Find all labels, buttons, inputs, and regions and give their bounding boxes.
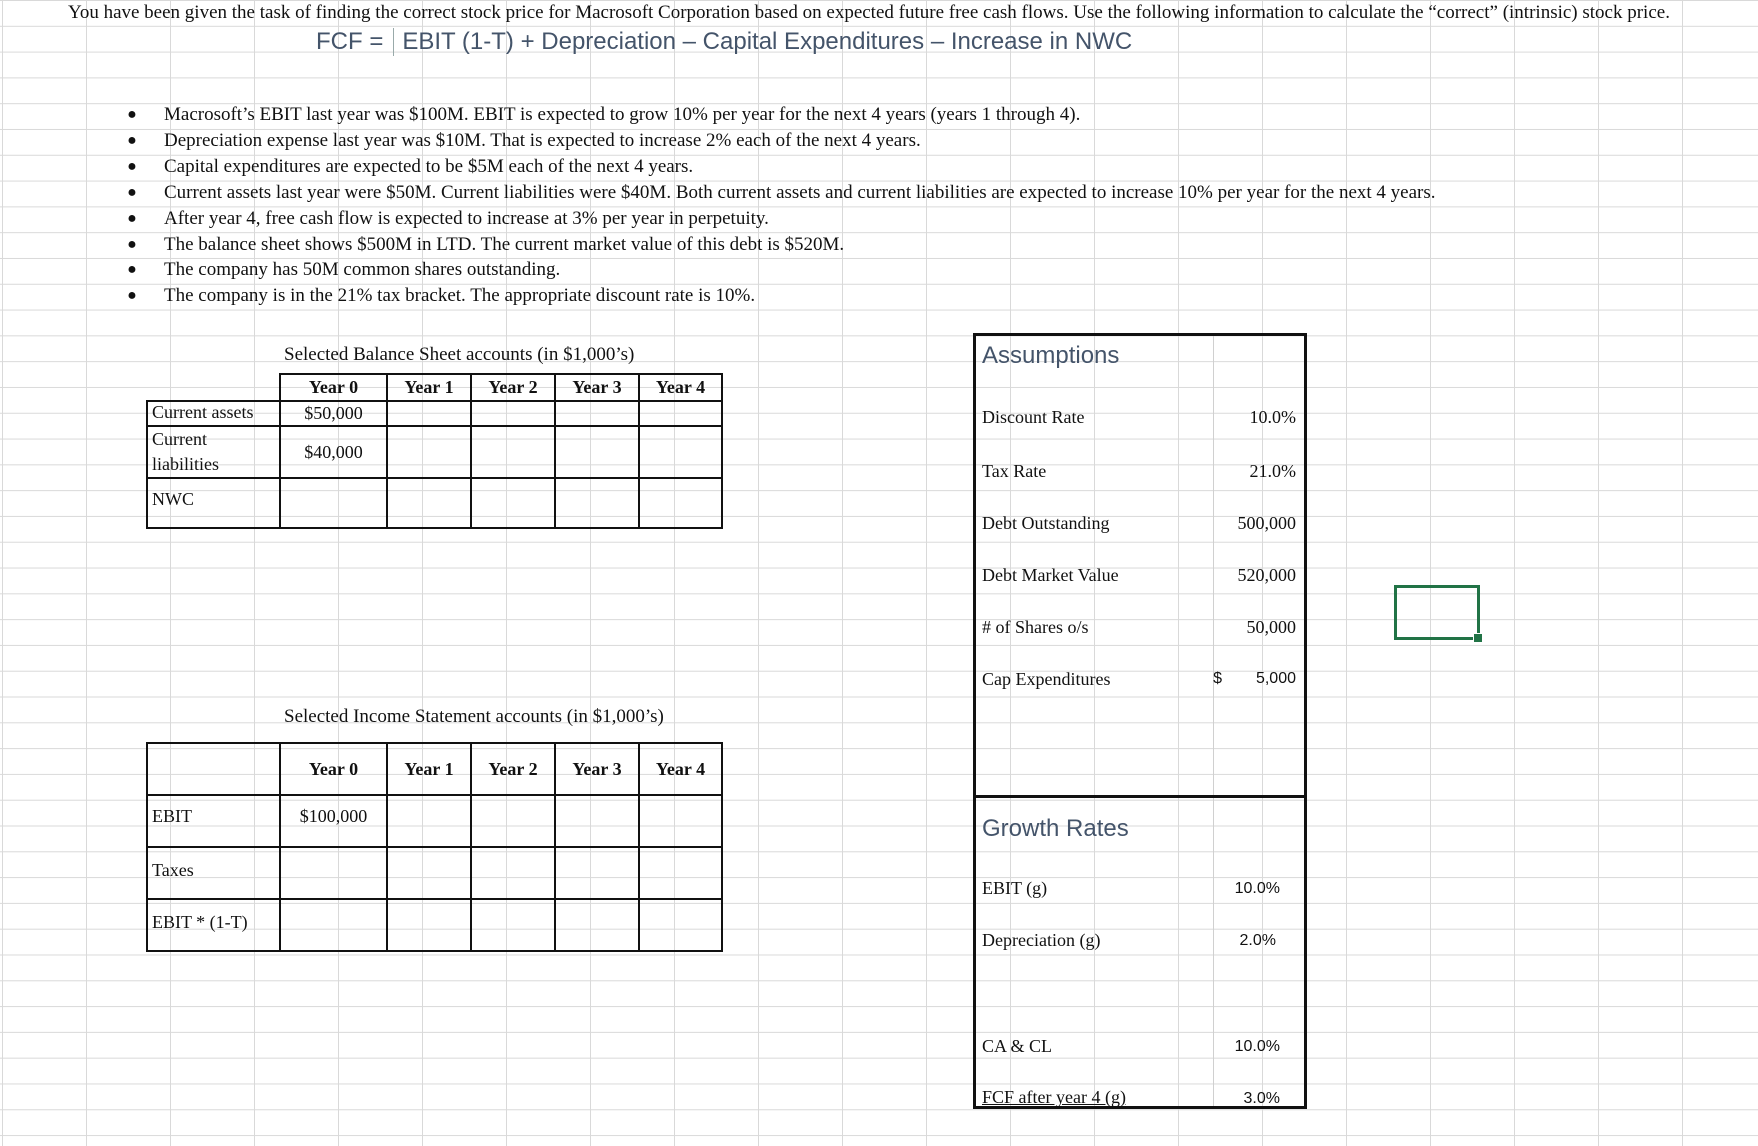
ca-cl-growth-label[interactable]: CA & CL: [982, 1036, 1053, 1056]
bullet-icon: ●: [127, 131, 137, 149]
income-statement-caption: Selected Income Statement accounts (in $1,000’s): [284, 706, 664, 727]
list-item[interactable]: ● The company has 50M common shares outstanding.: [100, 257, 1436, 283]
table-cell[interactable]: [639, 401, 722, 426]
table-cell[interactable]: [555, 847, 639, 899]
assumptions-panel: [973, 333, 1307, 1109]
list-item[interactable]: ● The balance sheet shows $500M in LTD. The current market value of this debt is $520M.: [100, 232, 1436, 258]
ebit-growth-label[interactable]: EBIT (g): [982, 878, 1048, 898]
row-label[interactable]: Current assets: [147, 401, 280, 426]
column-header[interactable]: Year 3: [555, 374, 639, 401]
tax-rate-value[interactable]: 21.0%: [1249, 461, 1296, 481]
income-statement-table: [146, 742, 723, 952]
table-cell[interactable]: [471, 426, 555, 478]
table-cell[interactable]: [471, 899, 555, 951]
table-cell[interactable]: $100,000: [280, 795, 387, 847]
table-cell[interactable]: [471, 478, 555, 528]
column-header[interactable]: Year 1: [387, 374, 471, 401]
table-cell[interactable]: [387, 401, 471, 426]
list-item[interactable]: ● Current assets last year were $50M. Current liabilities were $40M. Both current assets and current liabilities are expected to increase 10% per year for the next 4 years.: [100, 180, 1436, 206]
table-cell[interactable]: [471, 847, 555, 899]
fcf-growth-value[interactable]: 3.0%: [1243, 1090, 1280, 1107]
table-cell[interactable]: [280, 478, 387, 528]
bullet-icon: ●: [127, 183, 137, 201]
depreciation-growth-value[interactable]: 2.0%: [1239, 932, 1276, 949]
currency-symbol: $: [1213, 670, 1222, 687]
debt-market-value-label[interactable]: Debt Market Value: [982, 565, 1119, 585]
depreciation-growth-label[interactable]: Depreciation (g): [982, 930, 1101, 950]
list-item[interactable]: ● Capital expenditures are expected to be $5M each of the next 4 years.: [100, 154, 1436, 180]
ca-cl-growth-value[interactable]: 10.0%: [1234, 1038, 1280, 1055]
balance-sheet-caption: Selected Balance Sheet accounts (in $1,000’s): [284, 344, 635, 365]
list-item[interactable]: ● Depreciation expense last year was $10M. That is expected to increase 2% each of the next 4 years.: [100, 128, 1436, 154]
table-cell[interactable]: [555, 426, 639, 478]
column-header[interactable]: Year 3: [555, 743, 639, 795]
row-label[interactable]: Taxes: [147, 847, 280, 899]
bullet-icon: ●: [127, 235, 137, 253]
table-cell[interactable]: [639, 847, 722, 899]
cap-expenditures-label[interactable]: Cap Expenditures: [982, 669, 1111, 689]
column-header[interactable]: Year 4: [639, 374, 722, 401]
table-cell[interactable]: [471, 401, 555, 426]
discount-rate-label[interactable]: Discount Rate: [982, 407, 1085, 427]
bullet-list: [100, 102, 1436, 309]
table-cell[interactable]: $50,000: [280, 401, 387, 426]
row-label[interactable]: NWC: [147, 478, 280, 528]
table-cell[interactable]: [471, 795, 555, 847]
table-cell[interactable]: $40,000: [280, 426, 387, 478]
bullet-icon: ●: [127, 287, 137, 305]
shares-outstanding-value[interactable]: 50,000: [1246, 617, 1296, 637]
table-cell[interactable]: [280, 899, 387, 951]
table-row: [147, 478, 722, 528]
table-cell[interactable]: [639, 426, 722, 478]
bullet-icon: ●: [127, 106, 137, 123]
discount-rate-value[interactable]: 10.0%: [1249, 407, 1296, 427]
cap-expenditures-value[interactable]: 5,000: [1255, 670, 1296, 687]
intro-text: You have been given the task of finding the correct stock price for Macrosoft Corporation based on expected future free cash flows. Use the following information to calculate the “correct” (intrinsic) stock price.: [68, 2, 1670, 23]
fcf-formula[interactable]: [316, 28, 1132, 56]
table-cell[interactable]: [555, 899, 639, 951]
table-cell[interactable]: [387, 426, 471, 478]
column-header[interactable]: Year 4: [639, 743, 722, 795]
table-cell[interactable]: [555, 795, 639, 847]
debt-outstanding-value[interactable]: 500,000: [1237, 513, 1296, 533]
row-label[interactable]: EBIT * (1-T): [147, 899, 280, 951]
bullet-icon: ●: [127, 157, 137, 175]
assumptions-title[interactable]: Assumptions: [982, 342, 1120, 369]
fcf-growth-label[interactable]: FCF after year 4 (g): [982, 1087, 1126, 1107]
table-cell[interactable]: [387, 899, 471, 951]
column-header[interactable]: Year 2: [471, 743, 555, 795]
fill-handle[interactable]: [1473, 633, 1483, 643]
table-row: [147, 401, 722, 426]
column-header[interactable]: Year 2: [471, 374, 555, 401]
debt-market-value-value[interactable]: 520,000: [1237, 565, 1296, 585]
balance-sheet-table: [146, 373, 723, 529]
row-label[interactable]: EBIT: [147, 795, 280, 847]
list-item[interactable]: ● After year 4, free cash flow is expected to increase at 3% per year in perpetuity.: [100, 206, 1436, 232]
table-row: [147, 899, 722, 951]
bullet-icon: ●: [127, 261, 137, 279]
formula-lhs: FCF =: [316, 28, 394, 56]
tax-rate-label[interactable]: Tax Rate: [982, 461, 1047, 481]
table-cell[interactable]: [639, 478, 722, 528]
formula-rhs: EBIT (1-T) + Depreciation – Capital Expenditures – Increase in NWC: [402, 28, 1133, 55]
bullet-icon: ●: [127, 209, 137, 227]
column-header[interactable]: Year 0: [280, 374, 387, 401]
table-cell[interactable]: [387, 847, 471, 899]
table-cell[interactable]: [555, 478, 639, 528]
row-label[interactable]: Current liabilities: [147, 426, 280, 478]
table-row: [147, 847, 722, 899]
table-row: [147, 426, 722, 478]
table-cell[interactable]: [639, 795, 722, 847]
selected-cell[interactable]: [1394, 585, 1480, 640]
table-cell[interactable]: [555, 401, 639, 426]
table-cell[interactable]: [639, 899, 722, 951]
ebit-growth-value[interactable]: 10.0%: [1234, 880, 1280, 897]
debt-outstanding-label[interactable]: Debt Outstanding: [982, 513, 1110, 533]
list-item[interactable]: ● The company is in the 21% tax bracket. The appropriate discount rate is 10%.: [100, 283, 1436, 309]
table-cell[interactable]: [280, 847, 387, 899]
growth-rates-title[interactable]: Growth Rates: [982, 815, 1129, 842]
table-row: [147, 795, 722, 847]
table-cell[interactable]: [387, 795, 471, 847]
shares-outstanding-label[interactable]: # of Shares o/s: [982, 617, 1089, 637]
list-item[interactable]: ● Macrosoft’s EBIT last year was $100M. EBIT is expected to grow 10% per year for the next 4 years (years 1 through 4).: [100, 102, 1436, 128]
table-cell[interactable]: [387, 478, 471, 528]
column-header[interactable]: Year 0: [280, 743, 387, 795]
column-header[interactable]: Year 1: [387, 743, 471, 795]
